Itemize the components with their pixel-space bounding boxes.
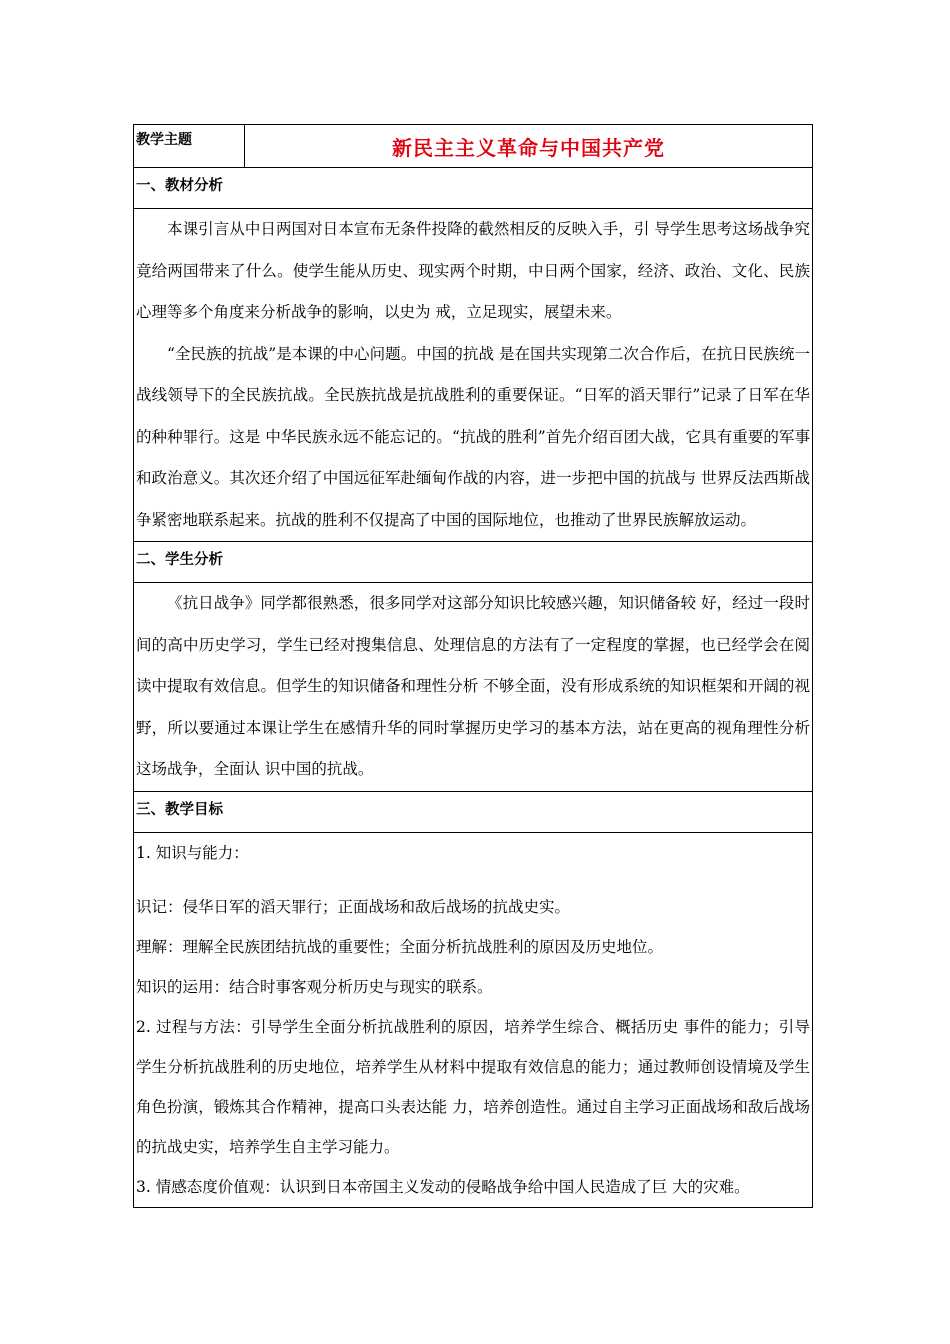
goal-line-memorize: 识记：侵华日军的滔天罪行；正面战场和敌后战场的抗战史实。	[136, 897, 571, 916]
students-paragraph-1: 《抗日战争》同学都很熟悉，很多同学对这部分知识比较感兴趣，知识储备较 好，经过一段时间的高中历史学习，学生已经对搜集信息、处理信息的方法有了一定程度的掌握，也已经学会在阅读中提取有效信息。但学生的知识储备和理性分析 不够全面，没有形成系统的知识框架和开阔的视野，所以要通过本课让学生在感情升华的同时掌握历史学习的基本方法，站在更高的视角理性分析这场战争，全面认 识中国的抗战。	[136, 594, 810, 778]
textbook-body-row	[134, 209, 813, 542]
goal-line-apply: 知识的运用：结合时事客观分析历史与现实的联系。	[136, 977, 493, 996]
textbook-analysis-body	[134, 209, 813, 542]
students-heading-row	[134, 542, 813, 583]
textbook-heading-row	[134, 168, 813, 209]
students-body-row	[134, 583, 813, 792]
goal-line-process: 2. 过程与方法：引导学生全面分析抗战胜利的原因，培养学生综合、概括历史 事件的能力；引导学生分析抗战胜利的历史地位，培养学生从材料中提取有效信息的能力；通过教师创设情境及学生角色扮演，锻炼其合作精神，提高口头表达能 力，培养创造性。通过自主学习正面战场和敌后战场的抗战史实，培养学生自主学习能力。	[136, 1017, 810, 1156]
goals-heading-row	[134, 791, 813, 832]
goal-line-attitude: 3. 情感态度价值观：认识到日本帝国主义发动的侵略战争给中国人民造成了巨 大的灾难。	[136, 1177, 750, 1196]
student-analysis-heading: 二、学生分析	[134, 542, 813, 583]
lesson-title: 新民主主义革命与中国共产党	[245, 125, 813, 168]
goal-line-knowledge: 1. 知识与能力：	[136, 843, 249, 862]
textbook-paragraph-1: 本课引言从中日两国对日本宣布无条件投降的截然相反的反映入手，引 导学生思考这场战争究竟给两国带来了什么。使学生能从历史、现实两个时期，中日两个国家，经济、政治、文化、民族心理等多个角度来分析战争的影响，以史为 戒，立足现实，展望未来。	[136, 220, 810, 321]
goals-body-row	[134, 832, 813, 1207]
theme-row	[134, 125, 813, 168]
lesson-plan-table	[133, 124, 813, 1208]
theme-label: 教学主题	[134, 125, 245, 168]
teaching-goals-body	[134, 832, 813, 1207]
goal-line-understand: 理解：理解全民族团结抗战的重要性；全面分析抗战胜利的原因及历史地位。	[136, 937, 664, 956]
textbook-analysis-heading: 一、教材分析	[134, 168, 813, 209]
teaching-goals-heading: 三、教学目标	[134, 791, 813, 832]
student-analysis-body	[134, 583, 813, 792]
textbook-paragraph-2: “全民族的抗战”是本课的中心问题。中国的抗战 是在国共实现第二次合作后，在抗日民族统一战线领导下的全民族抗战。全民族抗战是抗战胜利的重要保证。“日军的滔天罪行”记录了日军在华的种种罪行。这是 中华民族永远不能忘记的。“抗战的胜利”首先介绍百团大战，它具有重要的军事和政治意义。其次还介绍了中国远征军赴缅甸作战的内容，进一步把中国的抗战与 世界反法西斯战争紧密地联系起来。抗战的胜利不仅提高了中国的国际地位，也推动了世界民族解放运动。	[136, 344, 810, 529]
